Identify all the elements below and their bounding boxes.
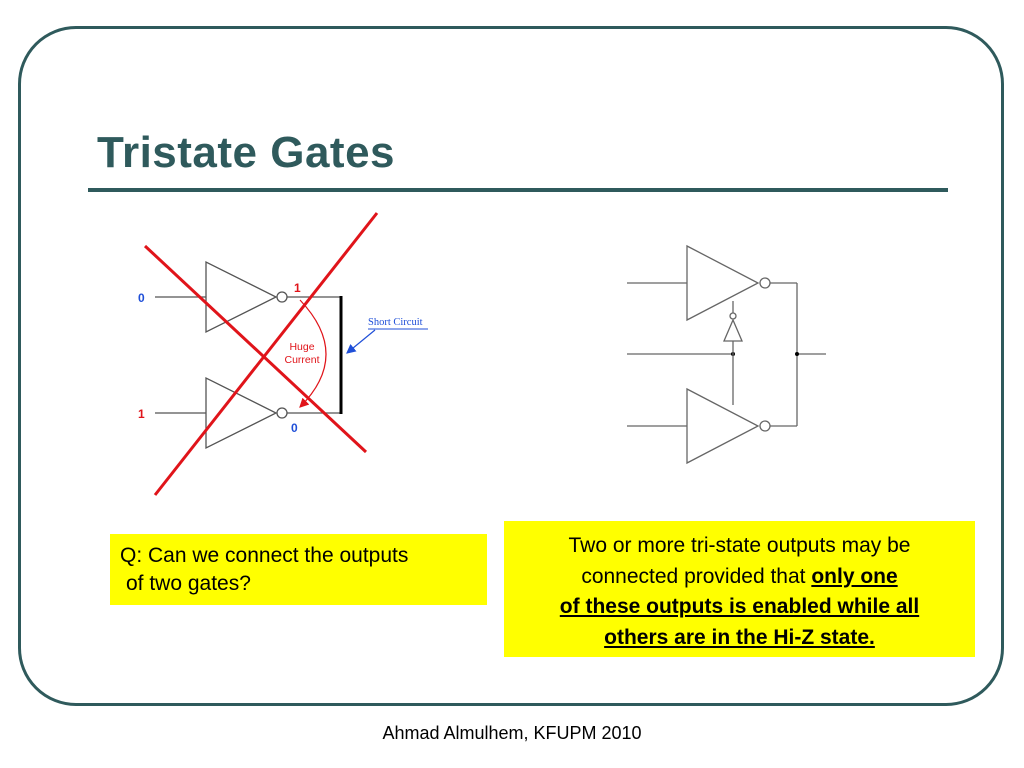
tristate-bubble-top [760, 278, 770, 288]
answer-box [504, 521, 975, 657]
input-label-top: 0 [138, 291, 145, 305]
short-circuit-label: Short Circuit [368, 317, 423, 328]
short-circuit-pointer [347, 330, 375, 353]
slide-title: Tristate Gates [97, 128, 396, 177]
enable-inverter-gate [724, 320, 742, 341]
answer-line-4: others are in the Hi-Z state. [604, 625, 875, 649]
output-junction-dot [795, 352, 799, 356]
inverter-bubble-bottom [277, 408, 287, 418]
inverter-gate-top [206, 262, 276, 332]
question-box [110, 534, 487, 605]
huge-label: Huge [289, 341, 315, 353]
tristate-diagram [627, 246, 826, 463]
tristate-bubble-bottom [760, 421, 770, 431]
answer-emphasis-only-one: only one [811, 564, 898, 588]
answer-line-2 [504, 562, 975, 593]
output-label-bottom: 0 [291, 421, 298, 435]
current-label: Current [284, 354, 320, 366]
question-line-2: of two gates? [126, 572, 251, 595]
enable-inverter-bubble [730, 313, 736, 319]
answer-line-2-plain: connected provided that [581, 564, 812, 588]
output-label-top: 1 [294, 281, 301, 295]
inverter-bubble-top [277, 292, 287, 302]
slide-footer: Ahmad Almulhem, KFUPM 2010 [382, 723, 642, 743]
tristate-buffer-bottom [687, 389, 758, 463]
tristate-buffer-top [687, 246, 758, 320]
answer-line-1: Two or more tri-state outputs may be [568, 534, 911, 557]
input-label-bottom: 1 [138, 407, 145, 421]
inverter-gate-bottom [206, 378, 276, 448]
answer-line-3: of these outputs is enabled while all [559, 595, 920, 618]
question-line-1: Q: Can we connect the outputs [120, 544, 409, 567]
cross-line-2 [155, 213, 377, 495]
